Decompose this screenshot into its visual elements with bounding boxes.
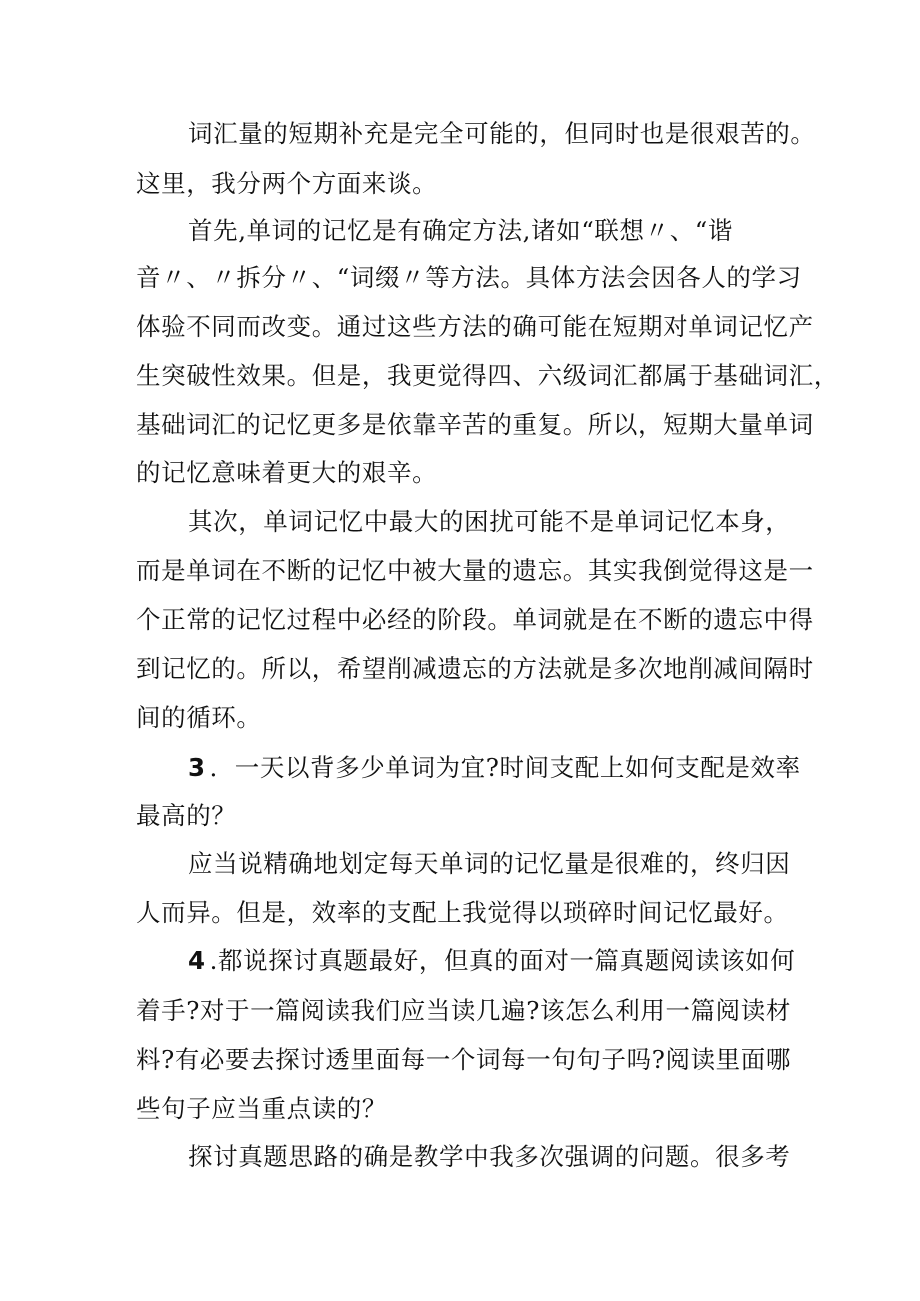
question-number: 4 [188, 946, 206, 975]
paragraph-line: 首先,单词的记忆是有确定方法,诸如“联想〃、“谐 [188, 216, 734, 245]
question-number: 3 [188, 753, 206, 782]
paragraph-line: 音〃、〃拆分〃、“词缀〃等方法。具体方法会因各人的学习 [136, 263, 802, 292]
question-text: .都说探讨真题最好，但真的面对一篇真题阅读该如何 [209, 946, 796, 975]
paragraph-line: 人而异。但是，效率的支配上我觉得以琐碎时间记忆最好。 [136, 898, 789, 927]
paragraph-line: 基础词汇的记忆更多是依靠辛苦的重复。所以，短期大量单词 [136, 410, 814, 439]
question-text: ．一天以背多少单词为宜?时间支配上如何支配是效率 [209, 753, 801, 782]
paragraph-line: 最高的？ [136, 801, 237, 830]
paragraph-line: 这里，我分两个方面来谈。 [136, 169, 438, 198]
paragraph-line: 的记忆意味着更大的艰辛。 [136, 458, 438, 487]
paragraph-line: 间的循环。 [136, 703, 262, 732]
paragraph-line: 料?有必要去探讨透里面每一个词每一句句子吗?阅读里面哪 [136, 1045, 791, 1074]
paragraph-line: 个正常的记忆过程中必经的阶段。单词就是在不断的遗忘中得 [136, 605, 814, 634]
question-3-heading [188, 750, 801, 786]
paragraph-line: 生突破性效果。但是，我更觉得四、六级词汇都属于基础词汇， [136, 361, 839, 390]
paragraph-line: 着手?对于一篇阅读我们应当读几遍?该怎么利用一篇阅读材 [136, 996, 791, 1025]
paragraph-line: 体验不同而改变。通过这些方法的确可能在短期对单词记忆产 [136, 312, 814, 341]
paragraph-line: 些句子应当重点读的？ [136, 1094, 387, 1123]
paragraph-line: 而是单词在不断的记忆中被大量的遗忘。其实我倒觉得这是一 [136, 556, 814, 585]
paragraph-line: 词汇量的短期补充是完全可能的，但同时也是很艰苦的。 [188, 119, 816, 148]
paragraph-line: 到记忆的。所以，希望削减遗忘的方法就是多次地削减间隔时 [136, 654, 814, 683]
paragraph-line: 其次，单词记忆中最大的困扰可能不是单词记忆本身， [188, 507, 791, 536]
question-4-heading [188, 943, 798, 979]
paragraph-line: 探讨真题思路的确是教学中我多次强调的问题。很多考 [188, 1142, 791, 1171]
paragraph-line: 应当说精确地划定每天单词的记忆量是很难的，终归因 [188, 849, 791, 878]
